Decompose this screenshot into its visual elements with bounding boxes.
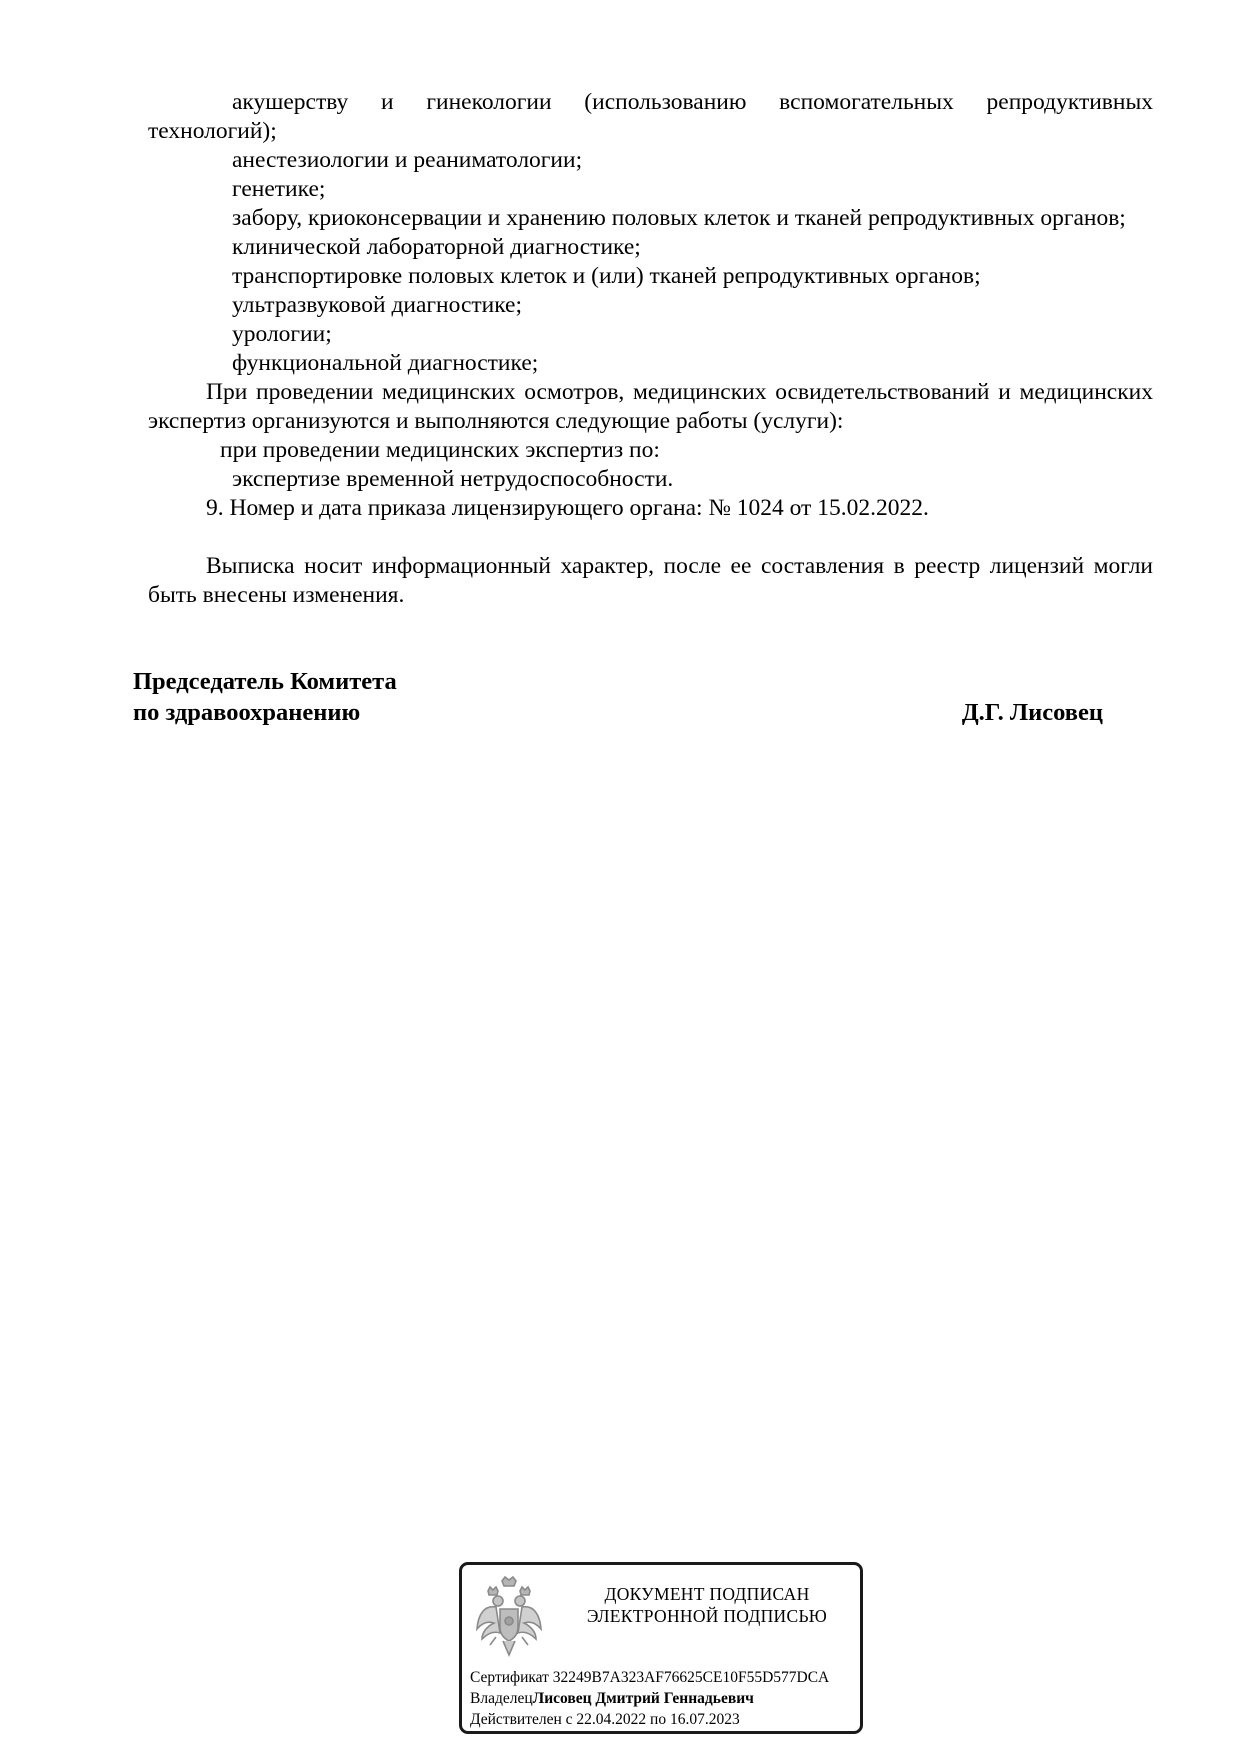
owner-label: Владелец	[470, 1690, 533, 1707]
coat-of-arms-icon	[474, 1575, 544, 1659]
signature-row-1	[133, 666, 1113, 697]
list-item: генетике;	[232, 176, 326, 202]
stamp-title-line2: ЭЛЕКТРОННОЙ ПОДПИСЬЮ	[586, 1606, 828, 1626]
list-item: ультразвуковой диагностике;	[232, 292, 523, 318]
signer-position: Председатель Комитета	[133, 668, 397, 695]
paragraph: При проведении медицинских осмотров, медицинских освидетельствований и медицинских экспертиз организуются и выполняются следующие работы (услуги):	[148, 379, 1153, 434]
certificate-value: 32249B7A323AF76625CE10F55D577DCA	[552, 1669, 830, 1686]
spacer	[148, 523, 1153, 552]
electronic-signature-stamp	[459, 1562, 863, 1734]
document-body	[148, 88, 1153, 610]
list-item: клинической лабораторной диагностике;	[232, 234, 641, 260]
list-item: функциональной диагностике;	[232, 350, 539, 376]
list-item: анестезиологии и реаниматологии;	[232, 147, 583, 173]
owner-value: Лисовец Дмитрий Геннадьевич	[532, 1690, 754, 1707]
stamp-title	[562, 1583, 852, 1627]
order-number-line: 9. Номер и дата приказа лицензирующего органа: № 1024 от 15.02.2022.	[206, 495, 929, 521]
validity-row: Действителен с 22.04.2022 по 16.07.2023	[470, 1711, 740, 1728]
list-item: транспортировке половых клеток и (или) тканей репродуктивных органов;	[232, 263, 981, 289]
list-item: забору, криоконсервации и хранению половых клеток и тканей репродуктивных органов;	[232, 205, 1126, 231]
signer-name: Д.Г. Лисовец	[961, 699, 1103, 726]
stamp-title-line1: ДОКУМЕНТ ПОДПИСАН	[604, 1584, 810, 1604]
disclaimer: Выписка носит информационный характер, после ее составления в реестр лицензий могли быть внесены изменения.	[148, 553, 1153, 608]
signature-row-2	[133, 697, 1113, 728]
signer-position-dept: по здравоохранению	[133, 699, 361, 726]
owner-row	[470, 1688, 863, 1709]
list-item: экспертизе временной нетрудоспособности.	[232, 466, 674, 492]
list-item: урологии;	[232, 321, 332, 347]
signature-block	[133, 666, 1113, 728]
certificate-row	[470, 1667, 863, 1688]
stamp-details	[470, 1667, 863, 1730]
list-item: акушерству и гинекологии (использованию вспомогательных репродуктивных технологий);	[148, 89, 1153, 144]
certificate-label: Сертификат	[470, 1669, 549, 1686]
list-item: при проведении медицинских экспертиз по:	[220, 437, 660, 463]
